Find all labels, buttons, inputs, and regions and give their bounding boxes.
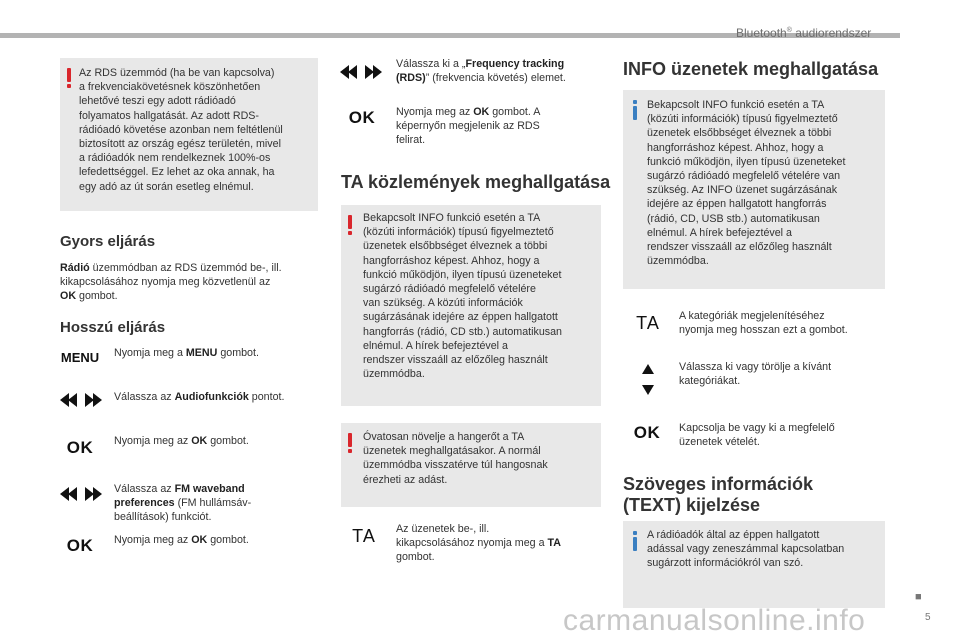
ta-warning-text: Bekapcsolt INFO funkció esetén a TA (közúti információk) típusú figyelmeztető üzenetek elsőbbséget élveznek a többi hangforráshoz képest. Ahhoz, hogy a funkció működjön, ilyen típusú üzeneteket sugárzó rádióadó megfelelő vételére van szükség. A közúti információk sugárzásának idejére az éppen hallgatott hangforrás (rádió, CD stb.) automatikusan elnémul. A hírek befejeztével a rendszer visszaáll az előzőleg használt üzemmódba. bbox=[363, 212, 562, 381]
info-note-text: Bekapcsolt INFO funkció esetén a TA (közúti információk) típusú figyelmeztető üzenetek elsőbbséget élveznek a többi hangforráshoz képest. Ahhoz, hogy a funkció működjön, ilyen típusú üzeneteket sugárzó rádióadó megfelelő vételére van szükség. Az INFO üzenet sugárzásának idejére az éppen hallgatott hangforrás (rádió, CD, USB stb.) automatikusan elnémul. A hírek befejeztével a rendszer visszaáll az előzőleg használt üzemmódba. bbox=[647, 99, 846, 268]
text-note-box bbox=[623, 521, 885, 608]
up-down-arrows-icon bbox=[640, 363, 656, 397]
rds-warning-text: Az RDS üzemmód (ha be van kapcsolva) a frekvenciakövetésnek köszönhetően lehetővé teszi egy adott rádióadó folyamatos hallgatását. Az adott RDS- rádióadó követése azonban nem feltétlenül biztosított az ország egész területén, mivel a rádióadók nem rendelkeznek 100%-os lefedettséggel. Ez lehet az oka annak, ha egy adó az út során esetleg elnémul. bbox=[79, 67, 283, 193]
left-right-arrows-icon bbox=[60, 392, 102, 408]
quick-procedure-text: Rádió üzemmódban az RDS üzemmód be-, ill. kikapcsolásához nyomja meg közvetlenül az OK gombot. bbox=[60, 262, 282, 302]
warning-icon bbox=[348, 433, 352, 453]
info-icon bbox=[633, 531, 637, 551]
watermark: carmanualsonline.info bbox=[563, 604, 866, 637]
ok-button-icon: OK bbox=[66, 438, 94, 457]
menu-button-icon: MENU bbox=[60, 350, 100, 365]
quick-procedure-title: Gyors eljárás bbox=[60, 233, 156, 250]
info-icon bbox=[633, 100, 637, 120]
page-header: Bluetooth® audiorendszer bbox=[736, 26, 872, 40]
info-note-box bbox=[623, 90, 885, 289]
ta-button-icon: TA bbox=[636, 313, 660, 333]
warning-icon bbox=[67, 68, 71, 88]
info-section-title: INFO üzenetek meghallgatása bbox=[623, 59, 879, 79]
left-right-arrows-icon bbox=[340, 64, 382, 80]
step-categories-text: A kategóriák megjelenítéséhez nyomja meg hosszan ezt a gombot. bbox=[679, 310, 848, 336]
rds-warning-box bbox=[60, 58, 318, 211]
text-note-text: A rádióadók által az éppen hallgatott adással vagy zeneszámmal kapcsolatban sugárzott információkról van szó. bbox=[647, 529, 845, 570]
page-number: 5 bbox=[925, 612, 931, 623]
step-frequency-tracking-text: Válassza ki a „Frequency tracking (RDS)” (frekvencia követés) elemet. bbox=[396, 58, 566, 84]
step-audio-functions-text: Válassza az Audiofunkciók pontot. bbox=[114, 391, 285, 403]
step-toggle-reception-text: Kapcsolja be vagy ki a megfelelő üzenetek vételét. bbox=[679, 422, 835, 448]
ta-button-icon: TA bbox=[352, 526, 376, 546]
text-section-title: Szöveges információk (TEXT) kijelzése bbox=[623, 474, 814, 515]
volume-warning-text: Óvatosan növelje a hangerőt a TA üzenetek meghallgatásakor. A normál üzemmódba visszatérve túl hangosnak érezheti az adást. bbox=[363, 431, 548, 486]
volume-warning-box bbox=[341, 423, 601, 507]
step-ta-toggle-text: Az üzenetek be-, ill. kikapcsolásához nyomja meg a TA gombot. bbox=[396, 523, 561, 563]
page-marker: ■ bbox=[915, 591, 922, 603]
step-ok-text: Nyomja meg az OK gombot. bbox=[114, 534, 249, 546]
ta-warning-box bbox=[341, 205, 601, 406]
ok-button-icon: OK bbox=[66, 536, 94, 555]
step-fm-waveband-text: Válassza az FM waveband preferences (FM hullámsáv- beállítások) funkciót. bbox=[114, 483, 252, 523]
left-right-arrows-icon bbox=[60, 486, 102, 502]
ok-button-icon: OK bbox=[633, 423, 661, 442]
warning-icon bbox=[348, 215, 352, 235]
step-ok-rds-text: Nyomja meg az OK gombot. A képernyőn megjelenik az RDS felirat. bbox=[396, 106, 541, 146]
step-ok-text: Nyomja meg az OK gombot. bbox=[114, 435, 249, 447]
ok-button-icon: OK bbox=[348, 108, 376, 127]
long-procedure-title: Hosszú eljárás bbox=[60, 319, 166, 336]
ta-section-title: TA közlemények meghallgatása bbox=[341, 172, 611, 192]
step-menu-text: Nyomja meg a MENU gombot. bbox=[114, 347, 259, 359]
step-select-categories-text: Válassza ki vagy törölje a kívánt kategóriákat. bbox=[679, 361, 832, 387]
